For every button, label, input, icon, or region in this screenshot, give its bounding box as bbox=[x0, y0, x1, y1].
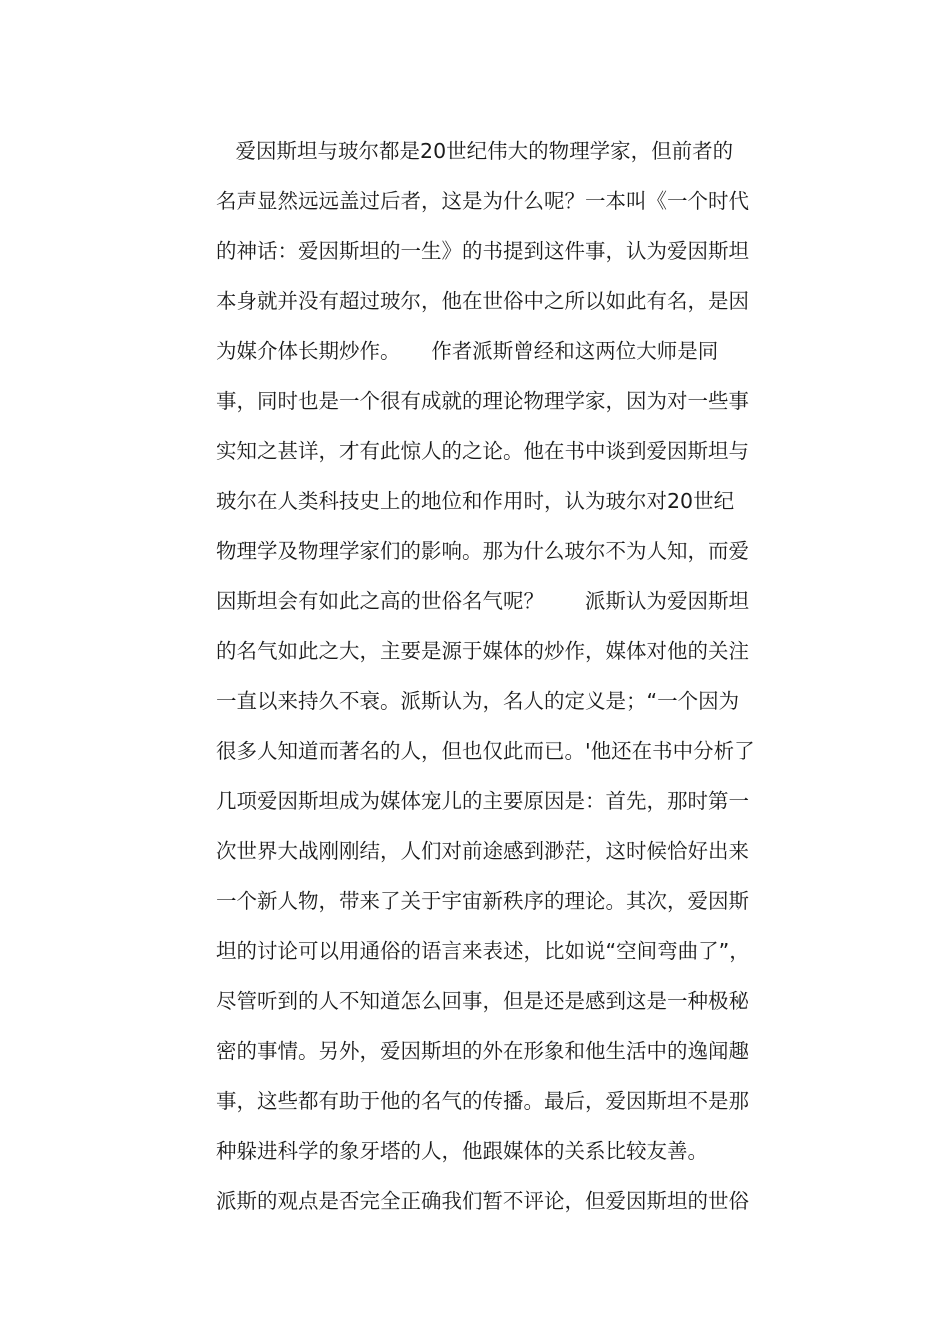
text-line-14: 几项爱因斯坦成为媒体宠儿的主要原因是：首先，那时第一 bbox=[216, 789, 749, 813]
text-line-3: 的神话：爱因斯坦的一生》的书提到这件事，认为爱因斯坦 bbox=[216, 239, 749, 263]
text-line-10: 因斯坦会有如此之高的世俗名气呢？ 派斯认为爱因斯坦 bbox=[216, 589, 749, 613]
text-line-4: 本身就并没有超过玻尔，他在世俗中之所以如此有名，是因 bbox=[216, 289, 749, 313]
article-body bbox=[216, 126, 816, 1226]
text-line-7: 实知之甚详，才有此惊人的之论。他在书中谈到爱因斯坦与 bbox=[216, 439, 749, 463]
text-line-16: 一个新人物，带来了关于宇宙新秩序的理论。其次，爱因斯 bbox=[216, 889, 749, 913]
text-line-2: 名声显然远远盖过后者，这是为什么呢？一本叫《一个时代 bbox=[216, 189, 749, 213]
text-line-12: 一直以来持久不衰。派斯认为，名人的定义是；“一个因为 bbox=[216, 689, 740, 713]
text-line-13: 很多人知道而著名的人，但也仅此而已。'他还在书中分析了 bbox=[216, 739, 755, 763]
text-line-6: 事，同时也是一个很有成就的理论物理学家，因为对一些事 bbox=[216, 389, 749, 413]
text-line-20: 事，这些都有助于他的名气的传播。最后，爱因斯坦不是那 bbox=[216, 1089, 749, 1113]
text-line-22: 派斯的观点是否完全正确我们暂不评论，但爱因斯坦的世俗 bbox=[216, 1189, 749, 1213]
text-line-17: 坦的讨论可以用通俗的语言来表述，比如说“空间弯曲了”， bbox=[216, 939, 750, 963]
text-line-18: 尽管听到的人不知道怎么回事，但是还是感到这是一种极秘 bbox=[216, 989, 749, 1013]
text-line-1: 爱因斯坦与玻尔都是20世纪伟大的物理学家，但前者的 bbox=[216, 139, 734, 163]
text-line-19: 密的事情。另外，爱因斯坦的外在形象和他生活中的逸闻趣 bbox=[216, 1039, 749, 1063]
text-line-8: 玻尔在人类科技史上的地位和作用时，认为玻尔对20世纪 bbox=[216, 489, 735, 513]
text-line-11: 的名气如此之大，主要是源于媒体的炒作，媒体对他的关注 bbox=[216, 639, 749, 663]
text-line-5: 为媒介体长期炒作。 作者派斯曾经和这两位大师是同 bbox=[216, 339, 719, 363]
text-line-15: 次世界大战刚刚结，人们对前途感到渺茫，这时候恰好出来 bbox=[216, 839, 749, 863]
text-line-9: 物理学及物理学家们的影响。那为什么玻尔不为人知，而爱 bbox=[216, 539, 749, 563]
text-line-21: 种躲进科学的象牙塔的人，他跟媒体的关系比较友善。 bbox=[216, 1139, 708, 1163]
